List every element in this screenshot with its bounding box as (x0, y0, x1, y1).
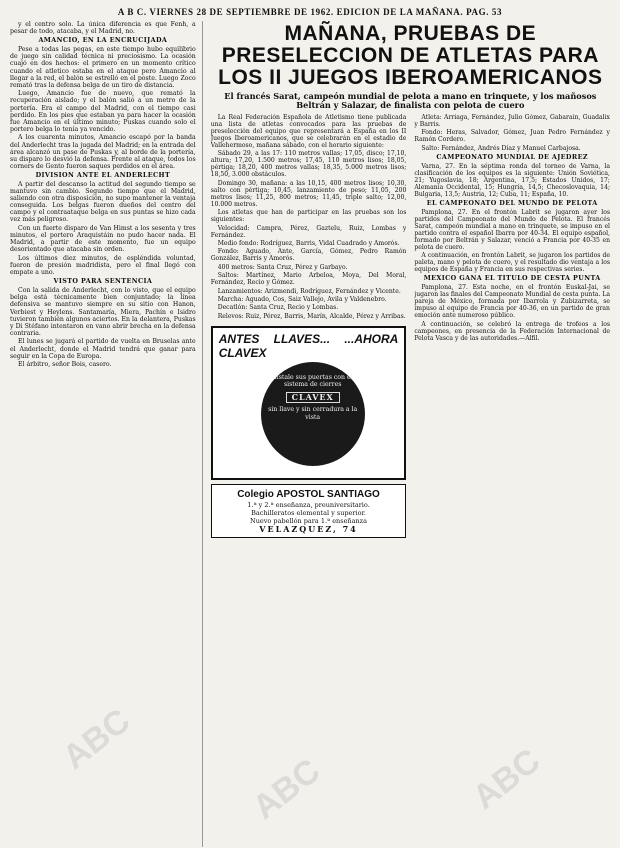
paragraph: Fondo: Heras, Salvador, Gómez, Juan Pedro Fernández y Ramón Cordero. (414, 129, 610, 144)
ad-line: 1.ª y 2.ª enseñanza, preuniversitario. (247, 500, 370, 509)
paragraph: Atleta: Arriaga, Fernández, Julio Gómez, Gabarain, Guadalix y Barris. (414, 114, 610, 128)
main-headline: MAÑANA, PRUEBAS DE PRESELECCION DE ATLETAS PARA LOS II JUEGOS IBEROAMERICANOS (218, 22, 603, 89)
right-section (211, 21, 610, 847)
paragraph: y el centro solo. La única diferencia es que Fenh, a pesar de todo, atacaba, y el Madrid, no. (10, 21, 196, 36)
subheading: EL CAMPEONATO DEL MUNDO DE PELOTA (426, 198, 598, 207)
subheading: CAMPEONATO MUNDIAL DE AJEDREZ (436, 152, 588, 161)
paragraph: Medio fondo: Rodríguez, Barris, Vidal Cuadrado y Amorós. (217, 239, 400, 247)
paragraph: A partir del descanso la actitud del segundo tiempo se mantuvo sin cambio. Segundo tiempo que el Madrid, saliendo con otra disposición, no supo mantener la ventaja conseguida. Los belgas fueron dueños del centro del campo y el contraataque belga en sus puntas se hizo cada vez más peligroso. (10, 180, 196, 224)
ad-door-graphic (261, 362, 365, 466)
paragraph: Los últimos diez minutos, de espléndida voluntad, fueron de presión madridista, pero el final llegó con empate a uno. (10, 254, 196, 277)
subheading: VISTO PARA SENTENCIA (53, 277, 153, 286)
paragraph: Pamplona, 27. Esta noche, en el frontón Euskal-Jai, se jugaron las finales del Campeonato Mundial de cesta punta. La pareja de México, formada por Ibarrola y Zubizarreta, se impuso al equipo de Francia por 40-36, en un partido de gran emoción ante numeroso público. (414, 284, 610, 320)
paragraph: A continuación, en frontón Labrit, se jugaron los partidos de paleta, mano y pelota de cuero, y el resultado dio ventaja a los equipos de España y Francia en sus respectivas series. (414, 252, 610, 274)
paragraph: Lanzamientos: Arizmendi, Rodríguez, Fernández y Vicente. (217, 287, 401, 295)
paragraph: Saltos: Martínez, Mario Arbeloa, Moya, Del Moral, Fernández, Recio y Gómez. (210, 272, 407, 287)
paragraph: Con un fuerte disparo de Van Himst a los sesenta y tres minutos, el portero Araquistáin no pudo hacer nada. El Madrid, a partir de este momento, fue un equipo desorientado que atacaba sin orden. (10, 225, 196, 254)
paragraph: Pese a todas las pegas, en este tiempo hubo equilibrio de juego sin calidad técnica ni preciosismo. La ocasión cuajó en dos hechos: el primero en un momento crítico cuando el atletico estaba en el ataque pero Amancio al llegar a la red, el balón se estrelló en el poste. Luego Zoco remató tras la defensa belga de un tiro de distancia. (10, 46, 196, 89)
paragraph: Domingo 30, mañana: a las 10,15, 400 metros lisos; 10,30, salto con pértiga; 10,45, lanzamiento de peso; 11,05, 200 metros lisos; 11,25, 800 metros; 11,45, triple salto; 12,00, 10.000 metros. (210, 179, 407, 208)
school-name: Colegio APOSTOL SANTIAGO (237, 488, 380, 500)
clavex-advertisement (211, 326, 407, 480)
paragraph: A los cuarenta minutos, Amancio escapó por la banda del Anderlecht tras la jugada del Madrid; en la entrada del área alcanzó un pase de Puskas y, al borde de la portería, su disparo lo desvió la defensa. Frente al ataque, todos los corners de Gento fueron saques perdidos en el área. (10, 134, 196, 170)
paragraph: Marcha: Aguado, Cos, Saiz Vallejo, Avila y Valdenebro. (217, 295, 387, 303)
page-header: A B C. VIERNES 28 DE SEPTIEMBRE DE 1962. EDICION DE LA MAÑANA. PAG. 53 (117, 7, 503, 17)
paragraph: Luego, Amancio fue de nuevo, que remató la recuperación aislado; y el balón salió a un metro de la portería. Era el campo del Madrid, con el tiempo casi perdido. En los pies que estaban ya para hacer la ocasión fue Amancio en el último minuto; Puskas cuando solo el portero belga lo tenía ya vencido. (10, 90, 196, 133)
paragraph: Varna, 27. En la séptima ronda del torneo de Varna, la clasificación de los equipos es la siguiente: Unión Soviética, 21; Yugoslavia, 18; Argentina, 17,5; Estados Unidos, 17; Alemania Occidental, 15; Hungría, 14,5; Checoslovaquia, 14; Bulgaria, 13,5; Austria, 12; Cuba, 11; España, 10. (414, 162, 610, 198)
article-column-1 (211, 114, 407, 847)
headline-deck: El francés Sarat, campeón mundial de pelota a mano en trinquete, y los mañosos Beltrán y Salazar, de finalista con pelota de cuero (224, 91, 597, 110)
paragraph: 400 metros: Santa Cruz, Pérez y Garbayo. (217, 263, 348, 271)
paragraph: Fondo: Aguado, Ante, García, Gómez, Pedro Ramón González, Barris y Amorós. (210, 248, 407, 263)
ad-line: Nuevo pabellón para 1.ª enseñanza (250, 516, 367, 525)
abc-watermark: ABC (465, 741, 548, 817)
paragraph: Los atletas que han de participar en las pruebas son los siguientes: (210, 209, 407, 224)
paragraph: La Real Federación Española de Atletismo tiene publicada una lista de atletas convocados para las pruebas de preselección del equipo que representará a España en los II Juegos Iberoamericanos, que se celebrarán en el estadio de Vallehermoso, mañana sábado, con el horario siguiente: (210, 114, 407, 149)
paragraph: El lunes se jugará el partido de vuelta en Bruselas ante el Anderlecht, donde el Madrid tendrá que ganar para seguir en la Copa de Europa. (10, 338, 196, 360)
article-body-2 (414, 114, 610, 342)
subheading: MEXICO GANA EL TITULO DE CESTA PUNTA (423, 274, 601, 283)
paragraph: Con la salida de Anderlecht, con lo visto, que el equipo belga está técnicamente bien conjuntado; la línea defensiva se mantuvo siempre en su sitio con Hanon, Verbiest y Heylens. Santamaría, Miera, Pachín e Isidro tuvieron también algunos aciertos. En la delantera, Puskas y Di Stéfano intentaron en vano abrir brecha en la defensa contraria. (10, 287, 196, 337)
paragraph: Sábado 29, a las 17: 110 metros vallas; 17,05, disco; 17,10, altura; 17,20, 1.500 metros; 17,45, 110 metros lisos; 18,05, pértiga; 18,20, 400 metros vallas; 18,35, 5.000 metros lisos; 18,50, 3.000 obstáculos. (210, 150, 407, 179)
paragraph: Decatlón: Santa Cruz, Recio y Lombas. (217, 304, 339, 312)
abc-watermark: ABC (55, 701, 138, 777)
paragraph: Pamplona, 27. En el frontón Labrit se jugaron ayer los partidos del Campeonato del Mundo de Pelota. El francés Sarat, campeón mundial a mano en trinquete, se impuso en el partido contra el español Ibarra por 40-34. El equipo español, formado por Beltrán y Salazar, venció a Francia por 40-35 en pelota de cuero. (414, 208, 610, 251)
paragraph: Velocidad: Campra, Pérez, Gaztelu, Ruiz, Lombas y Fernández. (210, 224, 407, 239)
article-column-2 (414, 114, 610, 847)
ad-text: sin llave y sin cerradura a la vista (268, 406, 358, 421)
school-advertisement (211, 484, 407, 538)
paragraph: El árbitro, señor Bois, casero. (18, 361, 112, 369)
school-address: VELAZQUEZ, 74 (259, 523, 358, 534)
ad-line: Bachilleratos elemental y superior. (251, 508, 366, 517)
subheading: AMANCIO, EN LA ENCRUCIJADA (38, 36, 168, 45)
paragraph: Salto: Fernández, Andrés Díaz y Manuel Carbajosa. (421, 144, 581, 152)
paragraph: Relevos: Ruiz, Pérez, Barris, Marín, Alcalde, Pérez y Arribas. (217, 312, 406, 320)
subheading: DIVISION ANTE EL ANDERLECHT (35, 170, 171, 179)
abc-watermark: ABC (245, 751, 328, 827)
ad-brand-logo: CLAVEX (286, 392, 340, 404)
paragraph: A continuación, se celebró la entrega de trofeos a los campeones, en presencia de la Federación Internacional de Pelota Vasca y de las autoridades.—Alfil. (414, 320, 610, 342)
ad-tagline: ANTES LLAVES... ...AHORA CLAVEX (218, 331, 399, 360)
article-body-1 (211, 114, 407, 320)
ad-text: instale sus puertas con el sistema de cierres (272, 373, 353, 389)
